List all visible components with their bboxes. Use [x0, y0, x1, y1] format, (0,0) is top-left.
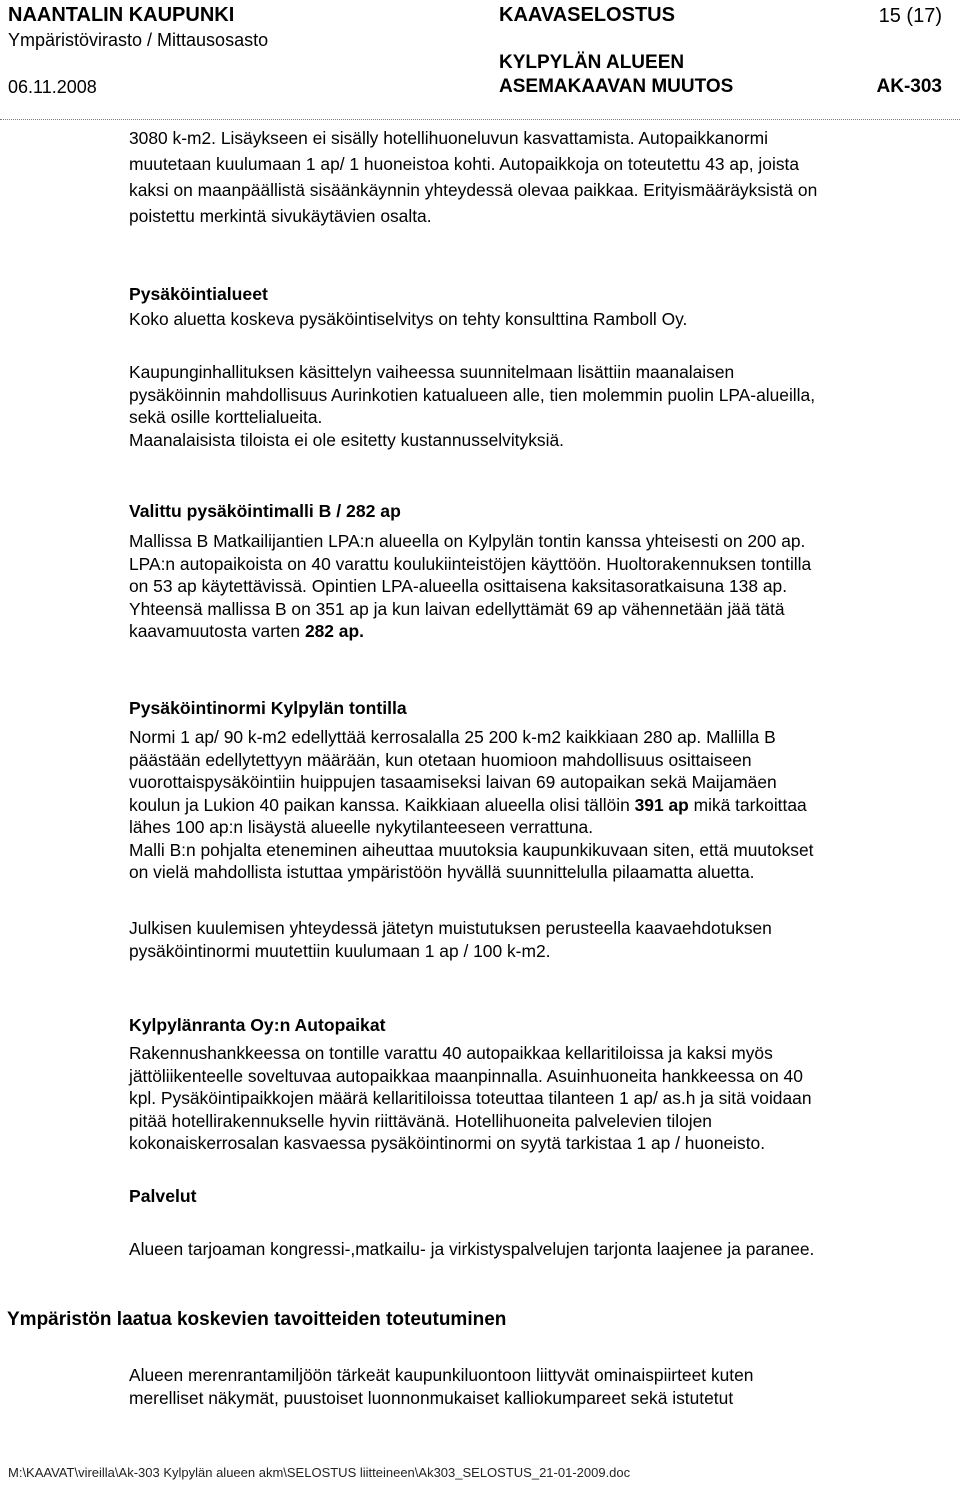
text-line: Maanalaisista tiloista ei ole esitetty kustannusselvityksiä.	[129, 429, 564, 450]
model-b-paragraph	[129, 530, 954, 643]
services-paragraph	[129, 1238, 954, 1261]
footer-file-path: M:\KAAVAT\vireilla\Ak-303 Kylpylän alueen akm\SELOSTUS liitteineen\Ak303_SELOSTUS_21-01-2009.doc	[8, 1465, 631, 1480]
parking-areas-paragraph-2	[129, 361, 954, 451]
section-heading-kylpylanranta: Kylpylänranta Oy:n Autopaikat	[129, 1015, 386, 1035]
text-line: Yhteensä mallissa B on 351 ap ja kun laivan edellyttämät 69 ap vähennetään jää tätä	[129, 598, 785, 619]
section-heading-parking-norm: Pysäköintinormi Kylpylän tontilla	[129, 698, 407, 718]
plan-name: ASEMAKAAVAN MUUTOS	[499, 76, 734, 97]
text-line: jättöliikenteelle soveltuvaa autopaikkaa maanpinnalla. Asuinhuoneita hankkeessa on 40	[129, 1065, 803, 1086]
text-line: merelliset näkymät, puustoiset luonnonmukaiset kalliokumpareet sekä istutetut	[129, 1387, 734, 1408]
intro-paragraph	[129, 125, 954, 229]
text-line: LPA:n autopaikoista on 40 varattu koulukiinteistöjen käyttöön. Huoltorakennuksen tontilla	[129, 553, 812, 574]
text-line: Normi 1 ap/ 90 k-m2 edellyttää kerrosalalla 25 200 k-m2 kaikkiaan 280 ap. Mallilla B	[129, 727, 776, 747]
environment-paragraph	[129, 1364, 954, 1409]
text-line: Kaupunginhallituksen käsittelyn vaiheessa suunnitelmaan lisättiin maanalaisen	[129, 362, 735, 382]
bold-value: 282 ap.	[304, 621, 364, 641]
text-run: mikä tarkoittaa	[688, 794, 807, 815]
area-name: KYLPYLÄN ALUEEN	[499, 52, 685, 73]
section-heading-parking-areas: Pysäköintialueet	[129, 284, 268, 304]
text-line: kpl. Pysäköintipaikkojen määrä kellaritiloissa toteuttaa tilanteen 1 ap/ as.h ja sitä voidaan	[129, 1088, 812, 1108]
text-line: on vielä mahdollista istuttaa ympäristöön hyvällä suunnittelulla pilaamatta aluetta.	[129, 862, 755, 882]
text-run: koulun ja Lukion 40 paikan kanssa. Kaikkiaan alueella olisi tällöin	[129, 794, 635, 815]
text-line: sekä osille korttelialueita.	[129, 407, 323, 427]
text-line: pitää hotellirakennukselle hyvin riittävänä. Hotellihuoneita palvelevien tilojen	[129, 1110, 712, 1131]
text-line: vuorottaispysäköintiin huippujen tasaamiseksi laivan 69 autopaikan sekä Maijamäen	[129, 772, 777, 792]
header-divider	[0, 119, 960, 120]
text-line: kaksi on maanpäällistä sisäänkäynnin yhteydessä olevaa paikkaa. Erityismääräyksistä on	[129, 180, 818, 200]
text-line: pysäköinnin mahdollisuus Aurinkotien katualueen alle, tien molemmin puolin LPA-alueilla,	[129, 384, 816, 405]
plan-code: AK-303	[876, 76, 942, 97]
section-heading-environment: Ympäristön laatua koskevien tavoitteiden toteutuminen	[7, 1309, 507, 1330]
text-line: Rakennushankkeessa on tontille varattu 40 autopaikkaa kellaritiloissa ja kaksi myös	[129, 1043, 773, 1063]
text-line: muutetaan kuulumaan 1 ap/ 1 huoneistoa kohti. Autopaikkoja on toteutettu 43 ap, joista	[129, 154, 800, 174]
text-line: päästään edellytettyyn määrään, kun otetaan huomioon mahdollisuus osittaiseen	[129, 749, 752, 770]
parking-norm-paragraph-2	[129, 917, 954, 962]
parking-areas-paragraph-1	[129, 308, 954, 331]
text-line: Malli B:n pohjalta eteneminen aiheuttaa muutoksia kaupunkikuvaan siten, että muutokset	[129, 839, 814, 860]
text-line: Koko aluetta koskeva pysäköintiselvitys on tehty konsulttina Ramboll Oy.	[129, 309, 688, 329]
text-line: lähes 100 ap:n lisäystä alueelle nykytilanteeseen verrattuna.	[129, 817, 594, 837]
department: Ympäristövirasto / Mittausosasto	[8, 30, 269, 50]
bold-value: 391 ap	[634, 794, 689, 815]
page-number: 15 (17)	[878, 5, 942, 27]
section-heading-services: Palvelut	[129, 1186, 197, 1206]
text-line	[129, 620, 954, 643]
text-line: Mallissa B Matkailijantien LPA:n alueella on Kylpylän tontin kanssa yhteisesti on 200 ap.	[129, 531, 806, 551]
text-line: pysäköintinormi muutettiin kuulumaan 1 ap / 100 k-m2.	[129, 940, 551, 961]
section-heading-model-b: Valittu pysäköintimalli B / 282 ap	[129, 501, 401, 521]
text-line: Alueen merenrantamiljöön tärkeät kaupunkiluontoon liittyvät ominaispiirteet kuten	[129, 1365, 754, 1385]
document-type: KAAVASELOSTUS	[499, 4, 675, 26]
text-line: poistettu merkintä sivukäytävien osalta.	[129, 206, 432, 226]
kylpylanranta-paragraph	[129, 1042, 954, 1155]
text-line: Julkisen kuulemisen yhteydessä jätetyn muistutuksen perusteella kaavaehdotuksen	[129, 918, 772, 938]
text-line: on 53 ap käytettävissä. Opintien LPA-alueella osittaisena kaksitasoratkaisuna 138 ap.	[129, 576, 788, 596]
document-date: 06.11.2008	[8, 77, 97, 97]
parking-norm-paragraph-1	[129, 726, 954, 884]
text-run: kaavamuutosta varten	[129, 621, 305, 641]
text-line: Alueen tarjoaman kongressi-,matkailu- ja virkistyspalvelujen tarjonta laajenee ja paranee.	[129, 1239, 815, 1259]
org-name: NAANTALIN KAUPUNKI	[8, 4, 235, 26]
text-line: 3080 k-m2. Lisäykseen ei sisälly hotellihuoneluvun kasvattamista. Autopaikkanormi	[129, 128, 768, 148]
text-line: kokonaiskerrosalan kasvaessa pysäköintinormi on syytä tarkistaa 1 ap / huoneisto.	[129, 1133, 766, 1153]
text-line	[129, 794, 954, 817]
